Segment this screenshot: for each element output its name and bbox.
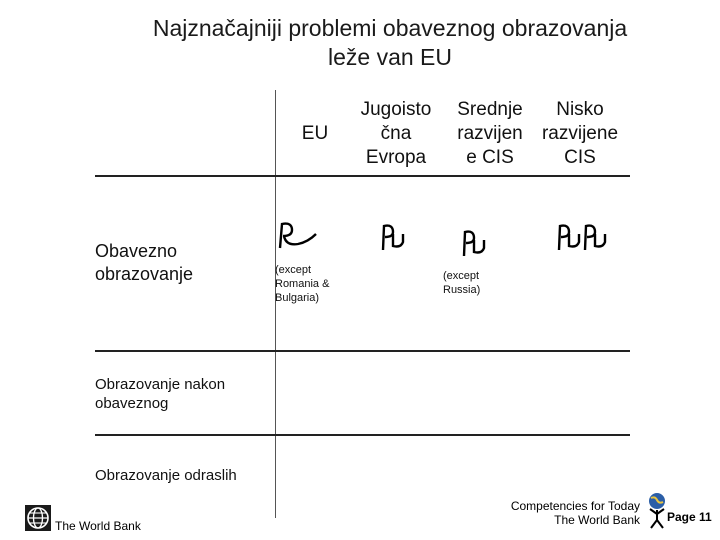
footer-tagline-block bbox=[488, 499, 640, 527]
double-problem-glyph-icon bbox=[555, 222, 615, 252]
column-header-low-income-cis: Nisko razvijene CIS bbox=[541, 99, 619, 168]
row-header-post-compulsory: Obrazovanje nakon obaveznog bbox=[95, 376, 226, 412]
title-line-1: Najznačajniji problemi obaveznog obrazovanja bbox=[152, 15, 628, 41]
row-header-adult: Obrazovanje odraslih bbox=[95, 467, 237, 484]
column-header-middle-income-cis: Srednje razvijen e CIS bbox=[457, 99, 523, 168]
problem-glyph-icon bbox=[460, 228, 490, 258]
problem-glyph-icon bbox=[276, 220, 318, 250]
atlas-globe-icon bbox=[645, 492, 669, 530]
slide-title bbox=[60, 14, 720, 72]
mid-cis-exception-note: (except Russia) bbox=[443, 270, 481, 296]
title-line-2: leže van EU bbox=[327, 44, 452, 70]
eu-exception-note: (except Romania & Bulgaria) bbox=[275, 264, 330, 304]
footer-brand-right: The World Bank bbox=[554, 513, 640, 527]
column-header-eu: EU bbox=[301, 123, 329, 144]
footer-brand-left: The World Bank bbox=[55, 519, 141, 533]
row-header-compulsory: Obavezno obrazovanje bbox=[95, 241, 194, 284]
row-divider-1 bbox=[95, 350, 630, 352]
problem-glyph-icon bbox=[379, 222, 409, 252]
footer-tagline: Competencies for Today bbox=[510, 499, 640, 513]
page-number: Page 11 bbox=[667, 510, 712, 524]
row-divider-2 bbox=[95, 434, 630, 436]
header-divider bbox=[95, 175, 630, 177]
world-bank-globe-icon bbox=[25, 505, 51, 531]
column-header-southeast-europe: Jugoisto čna Evropa bbox=[360, 99, 432, 168]
